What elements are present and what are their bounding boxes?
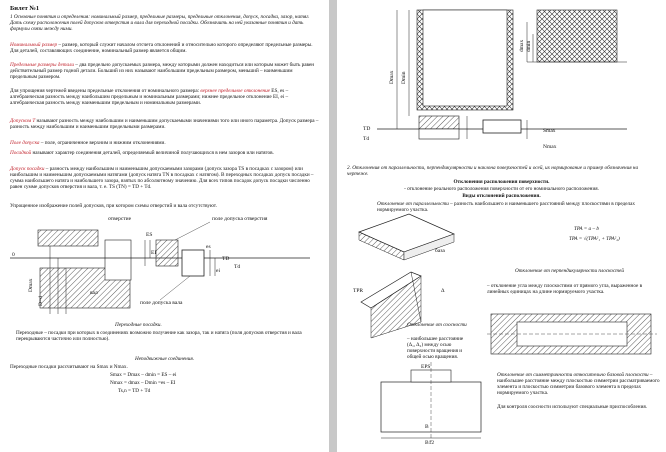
field-text: – поле, ограниченное верхним и нижним отклонениями. [39, 140, 166, 146]
ticket-title: Билет №1 [10, 5, 40, 12]
field-paragraph [10, 140, 320, 146]
coax-paragraph [407, 322, 467, 328]
upper-term: верхнее предельное отклонение [200, 88, 270, 94]
hole-field-right [419, 116, 459, 129]
ei-label: EI [151, 250, 157, 256]
field-term: Поле допуска [10, 140, 40, 146]
zero-label: 0 [12, 252, 15, 258]
coax-term: Отклонение от соосности [407, 322, 467, 328]
hole-body [105, 240, 131, 280]
dev-lead: Для упрощения чертежей введены предельные отклонения от номинального размера: [10, 88, 201, 94]
sym-text: – наибольшее расстояние между плоскостью симметрии рассматриваемого элемента и плоскостью симметрии базового элемента в пределах нормируемого участка. [497, 372, 660, 396]
td-label: TD [222, 256, 230, 262]
perpendicular-figure [351, 262, 471, 342]
base-label: база [435, 248, 445, 254]
formula-nmax: Nmax = dmax – Dmin =es – EI [110, 380, 176, 386]
smax-right-label: Smax [543, 128, 556, 134]
perp-term: Отклонение от перпендикулярности плоскостей [515, 268, 624, 274]
transition-definition: Переходные – посадки при которых в соединениях возможно получение как зазора, так и натяга (поля допусков отверстия и вала перекрываются частично или полностью). [16, 330, 302, 342]
formula-tsn: Ts,n = TD + Td [118, 388, 151, 394]
dmin-right-label: Dmin [401, 71, 407, 84]
es-label: ES [146, 232, 153, 238]
symmetry-paragraph [497, 372, 661, 396]
diagram-caption: Переходные посадки. [115, 322, 162, 328]
dmax-label: Dmax [28, 278, 34, 292]
hole-label: отверстие [108, 216, 132, 222]
td2-right-label: Td [363, 136, 370, 142]
parallel-figure [349, 212, 469, 262]
b12-label: B12 [425, 440, 435, 446]
tolerance-paragraph [10, 118, 320, 130]
es-shaft-label: es [206, 244, 211, 250]
right-page [337, 0, 666, 452]
formula-lead: Переходные посадки рассчитывают на Smax и Nmax. [10, 364, 128, 370]
dmax-right-label: Dmax [389, 70, 395, 84]
simplified-note: Упрощенное изображение полей допусков, при котором схемы отверстий и вала отсутствуют. [10, 203, 217, 209]
tpr-label: TPR [353, 288, 364, 294]
fit-tolerance-paragraph [10, 166, 320, 190]
td-right-label: TD [363, 126, 371, 132]
b-label: B [425, 424, 429, 430]
dmin2-right-label: dmin [526, 40, 532, 52]
nmax-right-label: Nmax [543, 144, 557, 150]
trans-term: Допуск посадки [10, 166, 45, 172]
par-text: – разность наибольшего и наименьшего расстояний между плоскостями в пределах нормируемого участка. [377, 201, 636, 213]
question-1: 1 Основные понятия и определения: номинальный размер, предельные размеры, предельные отклонения, допуск, посадка, зазор, натяг. Дать схему расположения полей допусков отверстия и вала для переходной посадки. Обозначить на ней указанные понятия и дать формулы связи между ними. [10, 14, 310, 32]
nominal-text: – размер, который служит началом отсчета отклонений и относительно которого определяют предельные размеры. Для деталей, составляющих соединение, номинальный размер является общим. [10, 42, 313, 54]
control-note: Для контроля соосности используют специальные приспособления. [497, 404, 648, 410]
eps-label: EPS [421, 364, 431, 370]
tpa-formula-2: TPA = √(TPA²₁ + TPA²₂) [569, 236, 620, 242]
symmetry-figure [371, 362, 491, 446]
limit-text: – два предельно допускаемых размера, между которыми должен находиться или которым может быть равен действительный размер годной детали. Больший из них называют наибольшим предельным размером, меньший – наименьшим предельным размером. [10, 62, 315, 80]
question-2: 2. Отклонения от параллельности, перпендикулярности и наклона поверхностей и осей, их нормирование и пример обозначения на чертеже. [347, 165, 639, 177]
shaft-tolerance-field [182, 250, 204, 276]
par-term: Отклонение от параллельности [377, 201, 449, 207]
perpendicular-paragraph [515, 268, 661, 274]
ei-shaft-label: ei [216, 268, 220, 274]
formula-smax: Smax = Dmax – dmin = ES – ei [110, 372, 177, 378]
sym-term: Отклонение от симметричности относительно базовой плоскости [497, 372, 649, 378]
coaxiality-figure [487, 308, 657, 358]
hole-field-label: поле допуска отверстия [212, 216, 268, 222]
limit-paragraph [10, 62, 320, 80]
dmax2-right-label: dmax [519, 39, 525, 52]
shaft-label: вал [90, 290, 98, 296]
nominal-term: Номинальный размер [10, 42, 58, 48]
transition-fit-diagram [10, 210, 310, 320]
notation-heading: Неподвижные соединения. [134, 356, 195, 362]
coax-text: – наибольшее расстояние (Δ₁, Δ₂) между осью поверхности вращения и общей осью вращения. [407, 336, 464, 360]
dnom-label: D=d [38, 296, 44, 306]
heading-1-text: - отклонение реального расположения поверхности от его номинального расположения. [404, 186, 599, 192]
delta-label: Δ [441, 288, 445, 294]
fit-text: называют характер соединения деталей, определяемый величиной получающихся в нем зазоров или натягов. [31, 150, 274, 156]
shaft-field-label: поле допуска вала [140, 300, 183, 306]
tolerance-field-diagram [357, 4, 637, 152]
heading-2: Виды отклонений расположения. [462, 193, 541, 199]
tpa-formula-1: TPA = a – b [574, 226, 599, 232]
left-page [0, 0, 329, 452]
hole-tolerance-field [156, 240, 178, 266]
fit-paragraph [10, 150, 320, 156]
tol-text: называют разность между наибольшим и наименьшим допускаемыми значениями того или иного параметра. Допуск размера – разность между наибольшим и наименьшим предельными размерами. [10, 118, 319, 130]
fit-term: Посадкой [10, 150, 32, 156]
heading-1: Отклонения расположения поверхности. [453, 179, 550, 185]
tol-term: Допуском T [10, 118, 36, 124]
shaft-field-right [483, 120, 521, 133]
deviation-paragraph [10, 88, 320, 106]
perpendicular-text: – отклонение угла между плоскостями от прямого угла, выраженное в линейных единицах на длине нормируемого участка. [487, 283, 643, 295]
td-shaft-label: Td [234, 264, 241, 270]
nominal-paragraph [10, 42, 320, 54]
dev-text: ES, es – алгебраическая разность между наибольшим предельным и номинальным размерами; нижнее предельное отклонение EI, ei – алгебраическая разность между наименьшим предельным и номинальным размерами. [10, 88, 289, 106]
trans-text: – разность между наибольшим и наименьшим допускаемыми зазорами (допуск зазора TS в посадках с зазором) или наибольшим и наименьшим допускаемыми натягами (допуск натяга TN в посадках с натягом). В переходных посадках допуск посадки – сумма наибольшего натяга и наибольшего зазора, взятых по абсолютному значению. Для всех типов посадок допуск посадки численно равен сумме допусков отверстия и вала, т. е. TS (TN) = TD + Td. [10, 166, 314, 190]
shaft-block [537, 10, 617, 62]
hole-hatch-top [38, 230, 98, 246]
limit-term: Предельные размеры детали [10, 62, 74, 68]
